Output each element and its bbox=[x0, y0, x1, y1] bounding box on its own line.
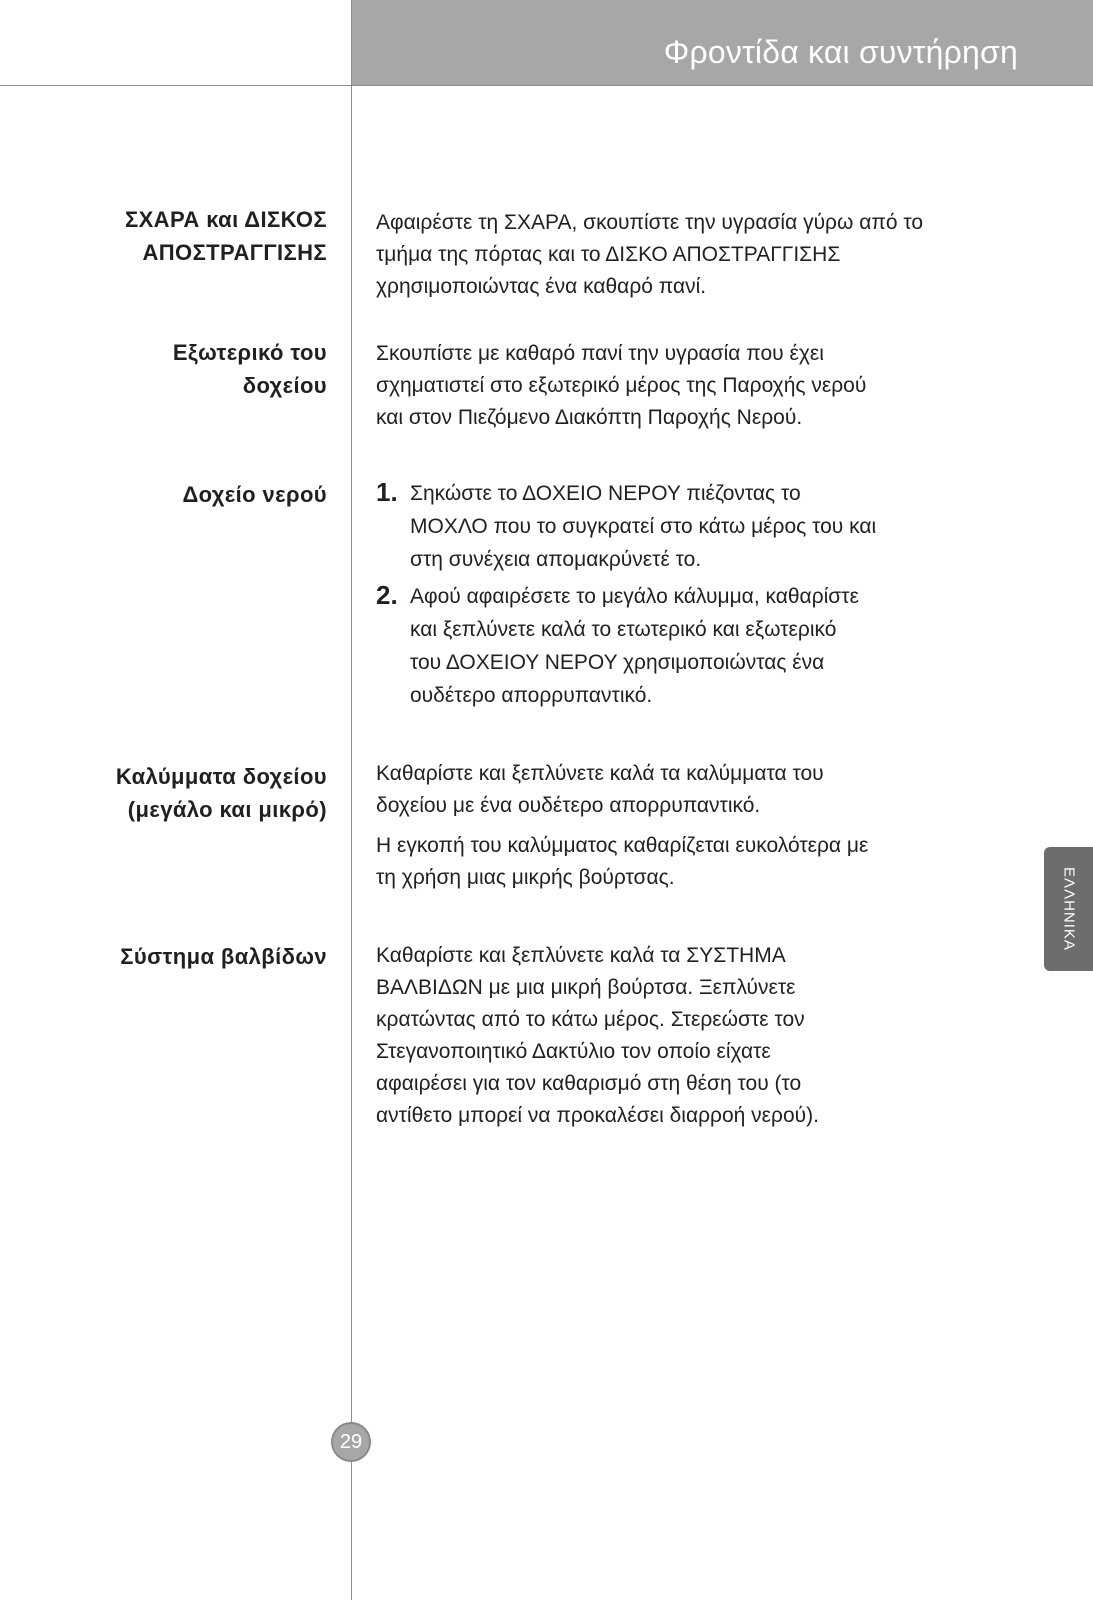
step-number: 1. bbox=[376, 477, 398, 507]
text-line: Σκουπίστε με καθαρό πανί την υγρασία που έχει bbox=[376, 342, 824, 365]
text-line: δοχείου με ένα ουδέτερο απορρυπαντικό. bbox=[376, 794, 761, 817]
label-line: Σύστημα βαλβίδων bbox=[120, 944, 327, 969]
section-label-exterior bbox=[173, 336, 327, 402]
section-label-valves bbox=[120, 940, 327, 973]
label-line: δοχείου bbox=[242, 373, 327, 398]
text-line: ουδέτερο απορρυπαντικό. bbox=[410, 684, 653, 707]
text-line: ΜΟΧΛΟ που το συγκρατεί στο κάτω μέρος του και bbox=[410, 515, 877, 538]
step-text bbox=[410, 477, 1036, 576]
language-label: ΕΛΛΗΝΙΚΑ bbox=[1060, 867, 1077, 951]
text-line: Η εγκοπή του καλύμματος καθαρίζεται ευκολότερα με bbox=[376, 834, 869, 857]
section-text-covers bbox=[376, 758, 1036, 822]
text-line: αφαιρέσει για τον καθαρισμό στη θέση του (το bbox=[376, 1072, 802, 1095]
header-divider bbox=[0, 85, 1093, 86]
header-band bbox=[351, 0, 1093, 85]
label-line: Καλύμματα δοχείου bbox=[115, 764, 327, 789]
text-line: χρησιμοποιώντας ένα καθαρό πανί. bbox=[376, 275, 707, 298]
text-line: Καθαρίστε και ξεπλύνετε καλά τα καλύμματα του bbox=[376, 762, 824, 785]
section-label-grid bbox=[125, 203, 327, 269]
step-item bbox=[376, 477, 1036, 576]
text-line: τη χρήση μιας μικρής βούρτσας. bbox=[376, 866, 675, 889]
step-item bbox=[376, 580, 1036, 712]
text-line: αντίθετο μπορεί να προκαλέσει διαρροή νερού). bbox=[376, 1104, 819, 1127]
section-text-covers-note bbox=[376, 830, 1036, 894]
text-line: και στον Πιεζόμενο Διακόπτη Παροχής Νερού. bbox=[376, 406, 803, 429]
text-line: κρατώντας από το κάτω μέρος. Στερεώστε τον bbox=[376, 1008, 805, 1031]
text-line: στη συνέχεια απομακρύνετέ το. bbox=[410, 548, 702, 571]
tank-steps bbox=[376, 477, 1036, 716]
section-text-exterior bbox=[376, 338, 1036, 434]
text-line: Καθαρίστε και ξεπλύνετε καλά τα ΣΥΣΤΗΜΑ bbox=[376, 944, 786, 967]
text-line: σχηματιστεί στο εξωτερικό μέρος της Παροχής νερού bbox=[376, 374, 867, 397]
label-line: ΣΧΑΡΑ και ΔΙΣΚΟΣ bbox=[125, 207, 327, 232]
label-line: Εξωτερικό του bbox=[172, 340, 327, 365]
step-text bbox=[410, 580, 1036, 712]
text-line: Σηκώστε το ΔΟΧΕΙΟ ΝΕΡΟΥ πιέζοντας το bbox=[410, 482, 801, 505]
section-text-valves bbox=[376, 940, 1036, 1132]
text-line: Στεγανοποιητικό Δακτύλιο τον οποίο είχατε bbox=[376, 1040, 771, 1063]
section-label-tank bbox=[182, 478, 327, 511]
column-divider bbox=[351, 0, 352, 1600]
label-line: (μεγάλο και μικρό) bbox=[127, 797, 327, 822]
text-line: τμήμα της πόρτας και το ΔΙΣΚΟ ΑΠΟΣΤΡΑΓΓΙΣΗΣ bbox=[376, 243, 841, 266]
text-line: του ΔΟΧΕΙΟΥ ΝΕΡΟΥ χρησιμοποιώντας ένα bbox=[410, 651, 825, 674]
label-line: ΑΠΟΣΤΡΑΓΓΙΣΗΣ bbox=[142, 240, 327, 265]
text-line: Αφαιρέστε τη ΣΧΑΡΑ, σκουπίστε την υγρασία γύρω από το bbox=[376, 211, 924, 234]
language-tab bbox=[1044, 847, 1093, 971]
page-title: Φροντίδα και συντήρηση bbox=[663, 34, 1018, 70]
label-line: Δοχείο νερού bbox=[182, 482, 327, 507]
page-number-badge: 29 bbox=[331, 1422, 371, 1462]
text-line: και ξεπλύνετε καλά το ετωτερικό και εξωτερικό bbox=[410, 618, 837, 641]
text-line: ΒΑΛΒΙΔΩΝ με μια μικρή βούρτσα. Ξεπλύνετε bbox=[376, 976, 796, 999]
section-text-grid bbox=[376, 207, 1036, 303]
text-line: Αφού αφαιρέσετε το μεγάλο κάλυμμα, καθαρίστε bbox=[410, 585, 859, 608]
step-number: 2. bbox=[376, 580, 398, 610]
section-label-covers bbox=[116, 760, 327, 826]
